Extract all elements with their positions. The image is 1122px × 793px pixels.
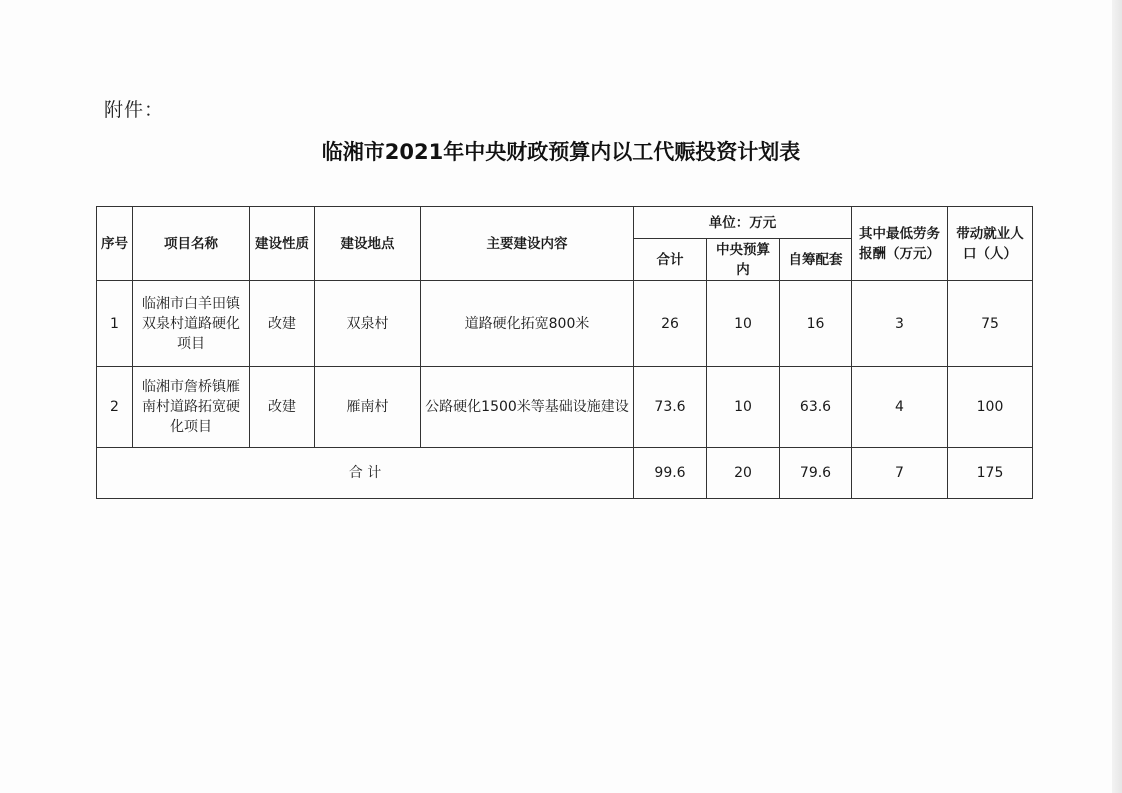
cell-index: 2 [97,367,133,448]
header-location: 建设地点 [315,207,421,281]
header-min-labor: 其中最低劳务报酬（万元） [852,207,948,281]
cell-total: 26 [634,281,707,367]
summary-central-budget: 20 [707,448,780,499]
cell-employment: 100 [948,367,1033,448]
header-unit-group: 单位：万元 [634,207,852,239]
cell-employment: 75 [948,281,1033,367]
summary-min-labor: 7 [852,448,948,499]
summary-employment: 175 [948,448,1033,499]
cell-project-name: 临湘市詹桥镇雁南村道路拓宽硬化项目 [133,367,250,448]
cell-construction-type: 改建 [250,281,315,367]
cell-location: 雁南村 [315,367,421,448]
header-project-name: 项目名称 [133,207,250,281]
header-self-raised: 自筹配套 [780,239,852,281]
cell-min-labor: 4 [852,367,948,448]
header-construction-type: 建设性质 [250,207,315,281]
summary-label: 合 计 [97,448,634,499]
cell-total: 73.6 [634,367,707,448]
header-central-budget: 中央预算内 [707,239,780,281]
cell-self-raised: 63.6 [780,367,852,448]
cell-central-budget: 10 [707,367,780,448]
cell-project-name: 临湘市白羊田镇双泉村道路硬化项目 [133,281,250,367]
header-employment: 带动就业人口（人） [948,207,1033,281]
table-header-row [97,207,1033,239]
investment-plan-table [96,206,1033,499]
cell-index: 1 [97,281,133,367]
summary-total: 99.6 [634,448,707,499]
summary-self-raised: 79.6 [780,448,852,499]
cell-construction-type: 改建 [250,367,315,448]
page-title: 临湘市2021年中央财政预算内以工代赈投资计划表 [321,140,801,164]
cell-self-raised: 16 [780,281,852,367]
header-main-content: 主要建设内容 [421,207,634,281]
table-row [97,281,1033,367]
table-summary-row [97,448,1033,499]
cell-location: 双泉村 [315,281,421,367]
scan-edge [1112,0,1122,793]
header-index: 序号 [97,207,133,281]
cell-min-labor: 3 [852,281,948,367]
cell-main-content: 公路硬化1500米等基础设施建设 [421,367,634,448]
attachment-label: 附件： [104,99,165,121]
cell-central-budget: 10 [707,281,780,367]
cell-main-content: 道路硬化拓宽800米 [421,281,634,367]
table-row [97,367,1033,448]
header-total: 合计 [634,239,707,281]
